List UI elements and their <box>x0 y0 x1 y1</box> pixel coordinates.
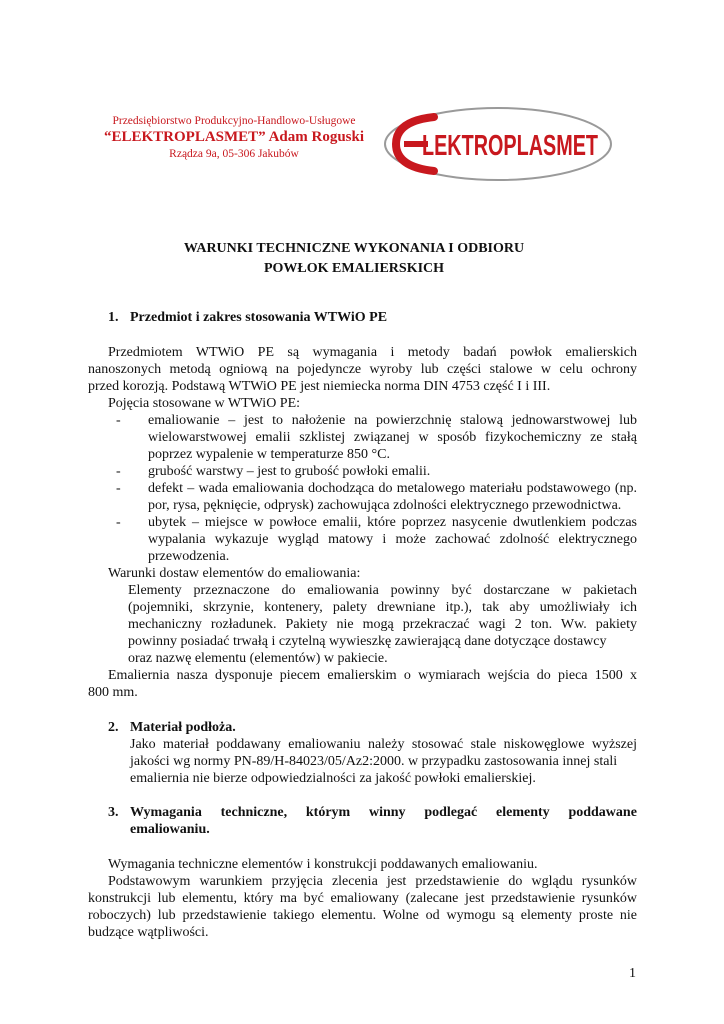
bullet4-line1: ubytek – miejsce w powłoce emalii, które poprzez nasycenie dwutlenkiem podczas <box>148 515 637 530</box>
section2-line2: jakości wg normy PN-89/H-84023/05/Az2:2000. w przypadku zastosowania innej stali <box>130 754 618 769</box>
section2-heading: Materiał podłoża. <box>130 720 236 735</box>
section1-number: 1. <box>108 310 119 325</box>
section2-line3: emaliernia nie bierze odpowiedzialności za jakość powłoki emalierskiej. <box>130 771 536 786</box>
bullet-dash: - <box>116 413 121 428</box>
delivery-line4: powinny posiadać trwałą i czytelną wywieszkę zawierającą dane dotyczące dostawcy <box>128 634 607 649</box>
bullet2-line1: grubość warstwy – jest to grubość powłoki emalii. <box>148 464 431 479</box>
delivery-line2: (pojemniki, skrzynie, kontenery, palety drewniane itp.), tak aby umożliwiały ich <box>128 600 637 615</box>
section3-heading-line1 <box>130 804 637 821</box>
bullet1-line2: wielowarstwowej emalii szklistej związanej w sposób fizykochemiczny ze stałą <box>148 430 637 445</box>
bullet4-line2: wypalania wykazuje wygląd matowy i może zachować zdolność elektrycznego <box>148 532 637 547</box>
oven-line1: Emaliernia nasza dysponuje piecem emalierskim o wymiarach wejścia do pieca 1500 x <box>108 668 637 683</box>
delivery-line1: Elementy przeznaczone do emaliowania powinny być dostarczane w pakietach <box>128 583 637 598</box>
section1-heading: Przedmiot i zakres stosowania WTWiO PE <box>130 310 388 325</box>
elektroplasmet-logo <box>382 105 614 183</box>
logo-text: LEKTROPLASMET <box>422 130 599 162</box>
section1-p1-line2: nanoszonych metodą ogniową na pojedyncze wyroby lub części stalowe w celu ochrony <box>88 362 637 377</box>
delivery-intro: Warunki dostaw elementów do emaliowania: <box>108 566 361 581</box>
section3-p2-line2: konstrukcji lub elementu, który ma być emaliowany (zalecane jest przedstawienie rysunków <box>88 891 637 906</box>
section1-p1-line1: Przedmiotem WTWiO PE są wymagania i metody badań powłok emalierskich <box>108 345 637 360</box>
section3-p2-line4: budzące wątpliwości. <box>88 925 209 940</box>
company-name: “ELEKTROPLASMET” Adam Roguski <box>103 129 365 145</box>
section3-heading-line2: emaliowaniu. <box>130 822 210 837</box>
bullet3-line2: por, rysa, pęknięcie, odprysk) zachowująca zdolności elektrycznego przewodnictwa. <box>148 498 622 513</box>
bullet-dash: - <box>116 515 121 530</box>
section3-p2-line1: Podstawowym warunkiem przyjęcia zlecenia jest przedstawienie do wglądu rysunków <box>108 874 637 889</box>
section1-p1-line3: przed korozją. Podstawą WTWiO PE jest niemiecka norma DIN 4753 część I i III. <box>88 379 551 394</box>
section3-heading-word: winny <box>368 805 406 820</box>
bullet1-line3: poprzez wypalenie w temperaturze 850 °C. <box>148 447 390 462</box>
section3-heading-word: Wymagania <box>130 805 202 820</box>
bullet4-line3: przewodzenia. <box>148 549 230 564</box>
delivery-line3: mechaniczny rozładunek. Pakiety nie mogą przekraczać wagi 2 ton. Ww. pakiety <box>128 617 637 632</box>
section2-number: 2. <box>108 720 119 735</box>
company-type: Przedsiębiorstwo Produkcyjno-Handlowo-Usługowe <box>112 115 356 127</box>
bullet3-line1: defekt – wada emaliowania dochodząca do metalowego materiału podstawowego (np. <box>148 481 637 496</box>
concepts-intro: Pojęcia stosowane w WTWiO PE: <box>108 396 301 411</box>
oven-line2: 800 mm. <box>88 685 138 700</box>
section2-line1: Jako materiał poddawany emaliowaniu należy stosować stale niskowęglowe wyższej <box>130 737 637 752</box>
section3-heading-word: elementy <box>496 805 550 820</box>
section3-p1: Wymagania techniczne elementów i konstrukcji poddawanych emaliowaniu. <box>108 857 538 872</box>
section3-number: 3. <box>108 805 119 820</box>
document-title-line2: POWŁOK EMALIERSKICH <box>263 261 445 276</box>
section3-heading-word: techniczne, <box>220 805 288 820</box>
document-title-line1: WARUNKI TECHNICZNE WYKONANIA I ODBIORU <box>183 241 525 256</box>
section3-p2-line3: roboczych) lub przedstawienie takiego elementu. Wolne od wymogu są elementy proste nie <box>88 908 637 923</box>
section3-heading-word: podlegać <box>424 805 478 820</box>
section3-heading-word: poddawane <box>568 805 637 820</box>
bullet-dash: - <box>116 464 121 479</box>
page-number: 1 <box>629 966 636 981</box>
bullet-dash: - <box>116 481 121 496</box>
section3-heading-word: którym <box>305 805 351 820</box>
delivery-line5: oraz nazwę elementu (elementów) w pakiecie. <box>128 651 388 666</box>
company-header <box>94 114 374 161</box>
company-address: Rządza 9a, 05-306 Jakubów <box>169 148 299 160</box>
bullet1-line1: emaliowanie – jest to nałożenie na powierzchnię stalową jednowarstwowej lub <box>148 413 637 428</box>
